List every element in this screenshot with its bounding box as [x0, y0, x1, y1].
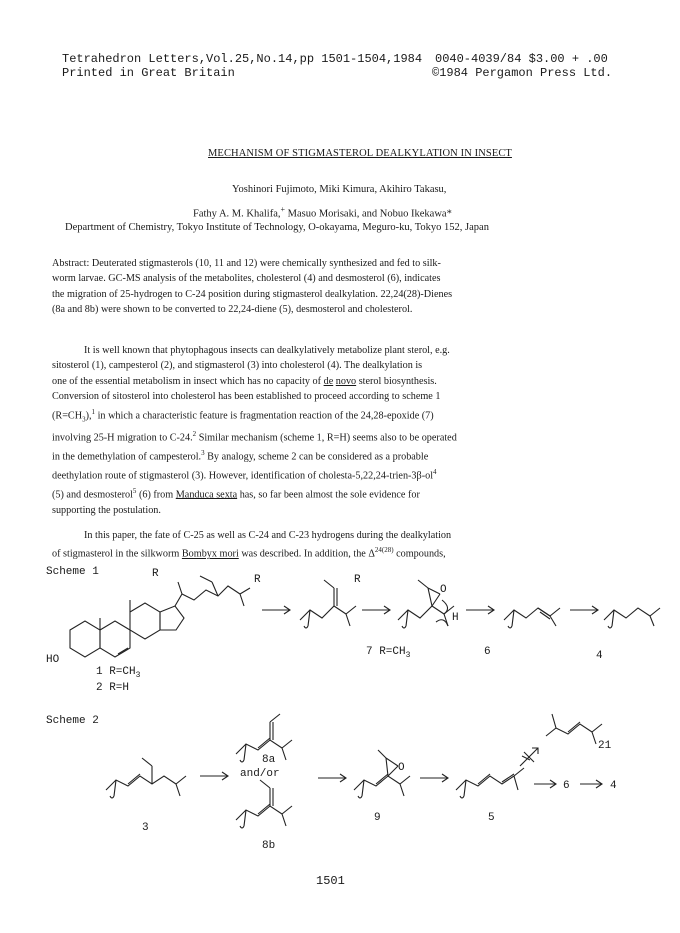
authors-line-2 — [193, 203, 452, 222]
s1-c4: 4 — [596, 650, 603, 662]
s2-c6: 6 — [563, 780, 570, 792]
manduca-sexta: Manduca sexta — [175, 489, 238, 501]
p1-text: one of the essential metabolism in insect which has no capacity of — [52, 375, 324, 387]
p1-line: supporting the postulation. — [52, 504, 161, 516]
side-chain-1 — [175, 586, 240, 606]
issn-price: 0040-4039/84 $3.00 + .00 — [435, 52, 608, 66]
s2-o-label: O — [398, 762, 405, 774]
s1-c7 — [366, 646, 411, 660]
body-paragraph-2 — [52, 528, 451, 562]
c7-text: 7 R=CH — [366, 646, 406, 658]
affiliation: Department of Chemistry, Tokyo Institute of Technology, O-okayama, Meguro-ku, Tokyo 152, Japan — [65, 222, 489, 233]
copyright: ©1984 Pergamon Press Ltd. — [432, 66, 613, 80]
p1-text: has, so far been almost the sole evidence for — [237, 489, 420, 501]
s1-r3-label: R — [354, 574, 361, 586]
p1-text: (6) from — [136, 489, 176, 501]
s1-c1 — [96, 666, 141, 680]
scheme-1-label: Scheme 1 — [46, 566, 99, 578]
c1-sub: 3 — [135, 671, 141, 680]
p1-line — [52, 405, 457, 428]
s1-r2-label: R — [254, 574, 261, 586]
abstract-line: (8a and 8b) were shown to be converted to 22,24-diene (5), desmosterol and cholesterol. — [52, 304, 413, 316]
ring-b — [100, 621, 130, 657]
ref-sup: 2 — [192, 430, 197, 439]
scheme-1-drawing — [0, 560, 680, 700]
c1-text: 1 R=CH — [96, 666, 136, 678]
s1-r-label: R — [152, 568, 159, 580]
ring-a — [70, 621, 100, 657]
s2-andor: and/or — [240, 768, 280, 780]
p1-text: Similar mechanism (scheme 1, R=H) seems also to be operated — [196, 432, 457, 444]
structure-21 — [546, 724, 592, 736]
p1-text: in which a characteristic feature is fragmentation reaction of the 24,28-epoxide (7) — [95, 410, 434, 422]
s2-c3: 3 — [142, 822, 149, 834]
authors-line-1: Yoshinori Fujimoto, Miki Kimura, Akihiro Takasu, — [232, 184, 447, 195]
paper-title: MECHANISM OF STIGMASTEROL DEALKYLATION IN INSECT — [208, 148, 512, 159]
authors-rest: Masuo Morisaki, and Nobuo Ikekawa* — [285, 208, 452, 220]
abstract — [52, 256, 452, 318]
abstract-line: the migration of 25-hydrogen to C-24 position during stigmasterol dealkylation. 22,24(28)-Dienes — [52, 288, 453, 300]
p1-text: (R=CH — [52, 410, 83, 422]
s2-c8b: 8b — [262, 840, 276, 852]
abstract-line: Abstract: Deuterated stigmasterols (10, 11 and 12) were chemically synthesized and fed to silk- — [52, 258, 441, 269]
body-paragraph-1 — [52, 343, 457, 518]
dagger-mark: + — [280, 205, 286, 214]
s2-c8a: 8a — [262, 754, 276, 766]
p1-line — [52, 446, 457, 465]
de-italic: de — [323, 375, 334, 387]
scheme-2-label: Scheme 2 — [46, 715, 99, 727]
s1-o-label: O — [440, 584, 447, 596]
p2-line: In this paper, the fate of C-25 as well as C-24 and C-23 hydrogens during the dealkylation — [84, 530, 452, 541]
p1-text: deethylation route of stigmasterol (3). However, identification of cholesta-5,22,24-trien-3β-ol — [52, 470, 434, 482]
p1-text: in the demethylation of campesterol. — [52, 451, 202, 463]
p1-line: Conversion of sitosterol into cholesterol has been established to proceed according to scheme 1 — [52, 391, 441, 403]
p1-text: By analogy, scheme 2 can be considered as a probable — [204, 451, 429, 463]
subscript: 3 — [82, 415, 86, 424]
c7-sub: 3 — [405, 651, 411, 660]
s1-h-label: H — [452, 612, 459, 624]
p1-line — [52, 374, 457, 389]
ref-sup: 3 — [201, 449, 205, 458]
s1-c2: 2 R=H — [96, 682, 130, 694]
s2-c5: 5 — [488, 812, 495, 824]
p1-text: ), — [85, 410, 92, 422]
ref-sup: 5 — [132, 486, 137, 495]
novo-italic: novo — [335, 375, 357, 387]
scheme-2-drawing — [0, 700, 680, 860]
fragment-alkene — [300, 606, 346, 620]
p2-text: was described. In addition, the — [238, 548, 369, 560]
cholesterol-chain — [604, 608, 650, 620]
p1-line — [52, 465, 457, 484]
p1-text: involving 25-H migration to C-24. — [52, 432, 193, 444]
delta-symbol: Δ — [368, 548, 375, 560]
epoxide-chain — [398, 606, 444, 620]
delta-sup: 24(28) — [374, 546, 394, 555]
p2-text: compounds, — [393, 548, 446, 560]
page-number: 1501 — [316, 874, 345, 888]
p1-line: It is well known that phytophagous insects can dealkylatively metabolize plant sterol, e.g. — [84, 345, 450, 356]
bombyx-mori: Bombyx mori — [181, 548, 239, 560]
printed-in: Printed in Great Britain — [62, 66, 235, 80]
p1-line: sitosterol (1), campesterol (2), and stigmasterol (3) into cholesterol (4). The dealkylation is — [52, 360, 423, 372]
ring-d — [160, 606, 184, 630]
author-khalifa: Fathy A. M. Khalifa, — [193, 208, 281, 220]
p1-line — [52, 427, 457, 446]
ref-sup: 4 — [433, 468, 437, 477]
ring-c — [130, 603, 160, 639]
s2-c21: 21 — [598, 740, 612, 752]
abstract-line: worm larvae. GC-MS analysis of the metabolites, cholesterol (4) and desmosterol (6), indicates — [52, 273, 441, 285]
p2-text: of stigmasterol in the silkworm — [52, 548, 182, 560]
s2-c4: 4 — [610, 780, 617, 792]
s1-ho-label: HO — [46, 654, 60, 666]
p1-text: (5) and desmosterol — [52, 489, 133, 501]
p1-text: sterol biosynthesis. — [356, 375, 437, 387]
journal-citation: Tetrahedron Letters,Vol.25,No.14,pp 1501-1504,1984 — [62, 52, 423, 66]
s2-c9: 9 — [374, 812, 381, 824]
ref-sup: 1 — [91, 407, 96, 416]
s1-c6: 6 — [484, 646, 491, 658]
p1-line — [52, 484, 457, 503]
stigmasterol-chain — [106, 776, 176, 790]
